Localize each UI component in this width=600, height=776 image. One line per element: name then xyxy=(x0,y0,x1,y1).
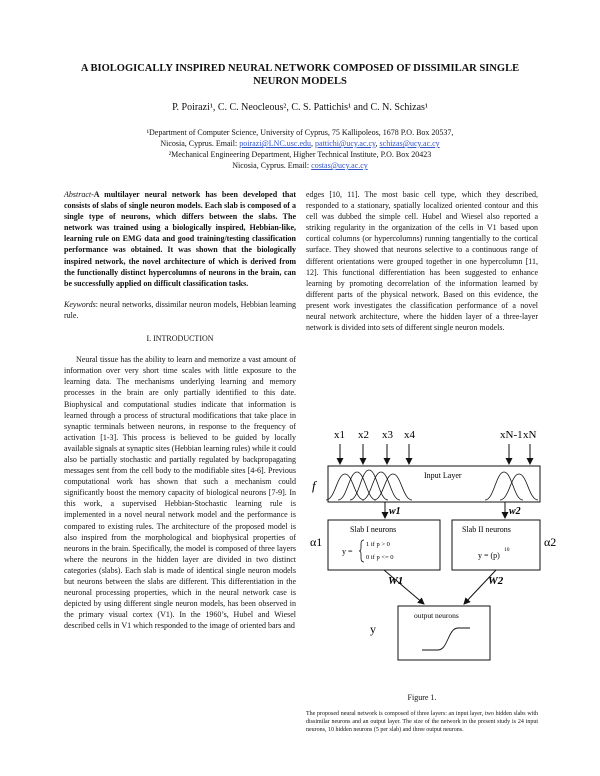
affiliation-email-prefix: Nicosia, Cyprus. Email: xyxy=(160,139,240,148)
input-label-x2: x2 xyxy=(358,429,369,441)
slab2-eq: y = (p) xyxy=(478,551,500,560)
input-label-x3: x3 xyxy=(382,429,393,441)
intro-paragraph-left: Neural tissue has the ability to learn and memorize a vast amount of information over very short time scales with little exposure to the learning data. The mechanisms underlying learning and memory processes in the brain are only partially identified to this date. Biophysical and computational studies indicate that information is learned through a process of structural modifications that take place in synaptic terminals between neurons, in response to the frequency of activation [1-3]. This process is believed to be guided by locally available signals at synaptic sites (Hebbian learning rules) while it could also be partially stochastic and partially regulated by backpropagating messages sent from the cell body to the modifiable sites [4-6]. Previous computational work has shown that such a mechanism could significantly boost the memory capacity of biological neurons [7-9]. In this work, a supervised Hebbian-Stochastic learning rule is implemented in a novel neural network model and the performance is compared to existing rules. The architecture of the proposed model is also inspired from the morphological and biophysical properties of neurons in the brain. Specifically, the model is composed of three layers where the neurons in the hidden layer are divided in two distinct categories (slabs). Each slab is made of identical single neuron models but neurons between the slabs are different. This differentiation in the neuronal processing properties, which in the neural network case is depicted by using different single neuron models, has been observed in the primary visual cortex (V1). In the 1960’s, Hubel and Wiesel described cells in V1 which responded to the image of oriented bars and xyxy=(64,355,296,631)
w1-label: w1 xyxy=(389,506,401,517)
keywords-label: Keywords xyxy=(64,299,96,309)
W2-label: W2 xyxy=(488,575,504,587)
y-label: y xyxy=(370,622,376,636)
w2-label: w2 xyxy=(509,506,521,517)
gaussian-curve xyxy=(374,474,412,500)
abstract-text: A multilayer neural network has been developed that consists of slabs of single neuron models. Each slab is composed of a single type of neurons, which differs between the slabs. The network was trained using a biologically inspired, Hebbian-like, learning rule on EMG data and good training/testing classification performance was obtained. It was shown that the biologically inspired network, the novel architecture of which is derived from the functionally distinct hypercolumns of neurons in the brain, can be successfully applied on difficult classification tasks. xyxy=(64,190,296,288)
keywords xyxy=(64,299,296,321)
affiliation-line-2: Nicosia, Cyprus. Email: poirazi@LNC.usc.edu, pattichi@ucy.ac.cy, schizas@ucy.ac.cy xyxy=(160,139,440,148)
slab1-eq-lhs: y = xyxy=(342,547,353,556)
input-label-x4: x4 xyxy=(404,429,415,441)
affiliations xyxy=(60,127,540,171)
email-link-costas[interactable]: costas@ucy.ac.cy xyxy=(311,161,368,170)
affiliation-line-1: ¹Department of Computer Science, University of Cyprus, 75 Kallipoleos, 1678 P.O. Box 20537, xyxy=(146,128,454,137)
slab1-case-2: 0 if p <= 0 xyxy=(366,554,394,561)
slab2-label: Slab II neurons xyxy=(462,525,511,534)
affiliation-line-3: ²Mechanical Engineering Department, Higher Technical Institute, P.O. Box 20423 xyxy=(168,150,432,159)
left-column xyxy=(64,189,296,631)
slab1-label: Slab I neurons xyxy=(350,525,397,534)
figure-description: The proposed neural network is composed of three layers: an input layer, two hidden slabs with dissimilar neurons and an output layer. The size of the network in the present study is 24 input neurons, 10 hidden neurons (5 per slab) and three output neurons. xyxy=(306,711,538,734)
gaussian-curve xyxy=(500,474,538,500)
abstract-label: Abstract- xyxy=(64,190,94,199)
email-link-schizas[interactable]: schizas@ucy.ac.cy xyxy=(379,139,440,148)
network-diagram xyxy=(300,398,560,688)
email-link-pattichi[interactable]: pattichi@ucy.ac.cy xyxy=(315,139,376,148)
slab2-exponent: 10 xyxy=(504,547,510,553)
sigmoid-curve xyxy=(422,628,470,650)
input-label-xn: xN xyxy=(523,429,537,441)
paper-title: A BIOLOGICALLY INSPIRED NEURAL NETWORK COMPOSED OF DISSIMILAR SINGLE NEURON MODELS xyxy=(80,63,520,87)
alpha1-label: α1 xyxy=(310,535,323,549)
intro-paragraph-right: edges [10, 11]. The most basic cell type, which they described, responded to a stationary, spatially localized oriented contour and this cell was dubbed the simple cell. Hubel and Wiesel also reported a striking regularity in the organization of the cells in V1 based upon cortical columns (or hypercolumns) running tangentially to the cortical surface. They showed that neurons selective to a continuous range of different orientations were grouped together in one hypercolumn [11, 12]. This functional differentiation has been suggested to enhance learning by promoting decorrelation of the information learned by different parts of the physical network. Based on this evidence, the present work investigates the classification performance of a novel neural network architecture, where the hidden layer of a three-layer network is divided into sets of different single neuron models. xyxy=(306,190,538,333)
figure-caption: Figure 1. xyxy=(407,693,437,702)
abstract xyxy=(64,189,296,289)
gaussian-curve xyxy=(485,472,523,500)
f-label: f xyxy=(312,478,316,493)
authors: P. Poirazi¹, C. C. Neocleous², C. S. Pattichis¹ and C. N. Schizas¹ xyxy=(172,102,428,113)
input-label-xn-1: xN-1 xyxy=(500,429,523,441)
gaussian-curve xyxy=(338,472,376,500)
right-column xyxy=(306,189,538,333)
figure-1 xyxy=(300,398,560,688)
gaussian-curve xyxy=(362,472,400,500)
W1-label: W1 xyxy=(388,575,404,587)
gaussian-curve xyxy=(326,474,364,500)
email-link-poirazi[interactable]: poirazi@LNC.usc.edu xyxy=(239,139,311,148)
affiliation-line-4 xyxy=(60,160,540,171)
alpha2-label: α2 xyxy=(544,535,557,549)
section-heading-introduction: I. INTRODUCTION xyxy=(146,334,214,344)
gaussian-curve xyxy=(350,470,388,500)
output-label: output neurons xyxy=(414,611,459,620)
keywords-text: : neural networks, dissimilar neuron models, Hebbian learning rule. xyxy=(64,299,296,320)
affiliation-email-prefix-2: Nicosia, Cyprus. Email: xyxy=(232,161,312,170)
input-layer-label: Input Layer xyxy=(424,471,462,480)
input-label-x1: x1 xyxy=(334,429,345,441)
slab1-case-1: 1 if p > 0 xyxy=(366,541,390,548)
slab1-brace xyxy=(359,540,364,562)
